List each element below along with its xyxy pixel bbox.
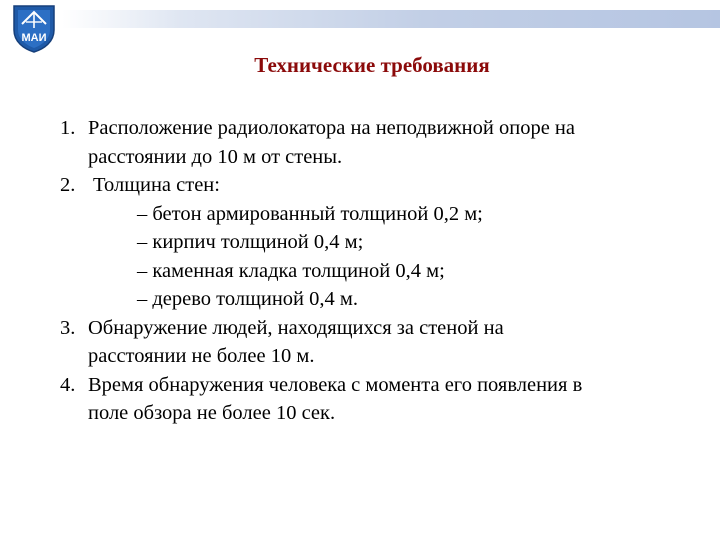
item-text-line: Обнаружение людей, находящихся за стеной на <box>88 316 504 339</box>
list-item <box>60 314 700 371</box>
sub-item: – бетон армированный толщиной 0,2 м; <box>137 202 483 225</box>
item-number: 1. <box>60 117 76 139</box>
mai-logo <box>8 2 60 54</box>
item-text-line: расстоянии до 10 м от стены. <box>88 145 343 168</box>
item-text-line: Толщина стен: <box>93 174 220 196</box>
item-text-line: поле обзора не более 10 сек. <box>88 402 336 424</box>
item-text-line: Расположение радиолокатора на неподвижной опоре на <box>88 117 575 139</box>
mai-logo-icon <box>8 2 60 54</box>
item-number: 4. <box>60 373 76 396</box>
requirements-list <box>60 114 700 428</box>
list-item <box>60 371 700 428</box>
sub-item: – каменная кладка толщиной 0,4 м; <box>137 259 445 282</box>
logo-text: МАИ <box>21 32 47 44</box>
sub-item: – кирпич толщиной 0,4 м; <box>137 231 364 253</box>
item-text-line: расстоянии не более 10 м. <box>88 345 315 367</box>
header-gradient-bar <box>62 10 720 28</box>
list-item <box>60 114 700 171</box>
wall-thickness-list <box>60 200 700 314</box>
item-text-line: Время обнаружения человека с момента его появления в <box>88 373 583 396</box>
sub-item: – дерево толщиной 0,4 м. <box>137 288 358 310</box>
slide-title: Технические требования <box>254 53 490 77</box>
list-item <box>60 171 700 200</box>
item-number: 2. <box>60 174 76 196</box>
item-number: 3. <box>60 316 76 339</box>
